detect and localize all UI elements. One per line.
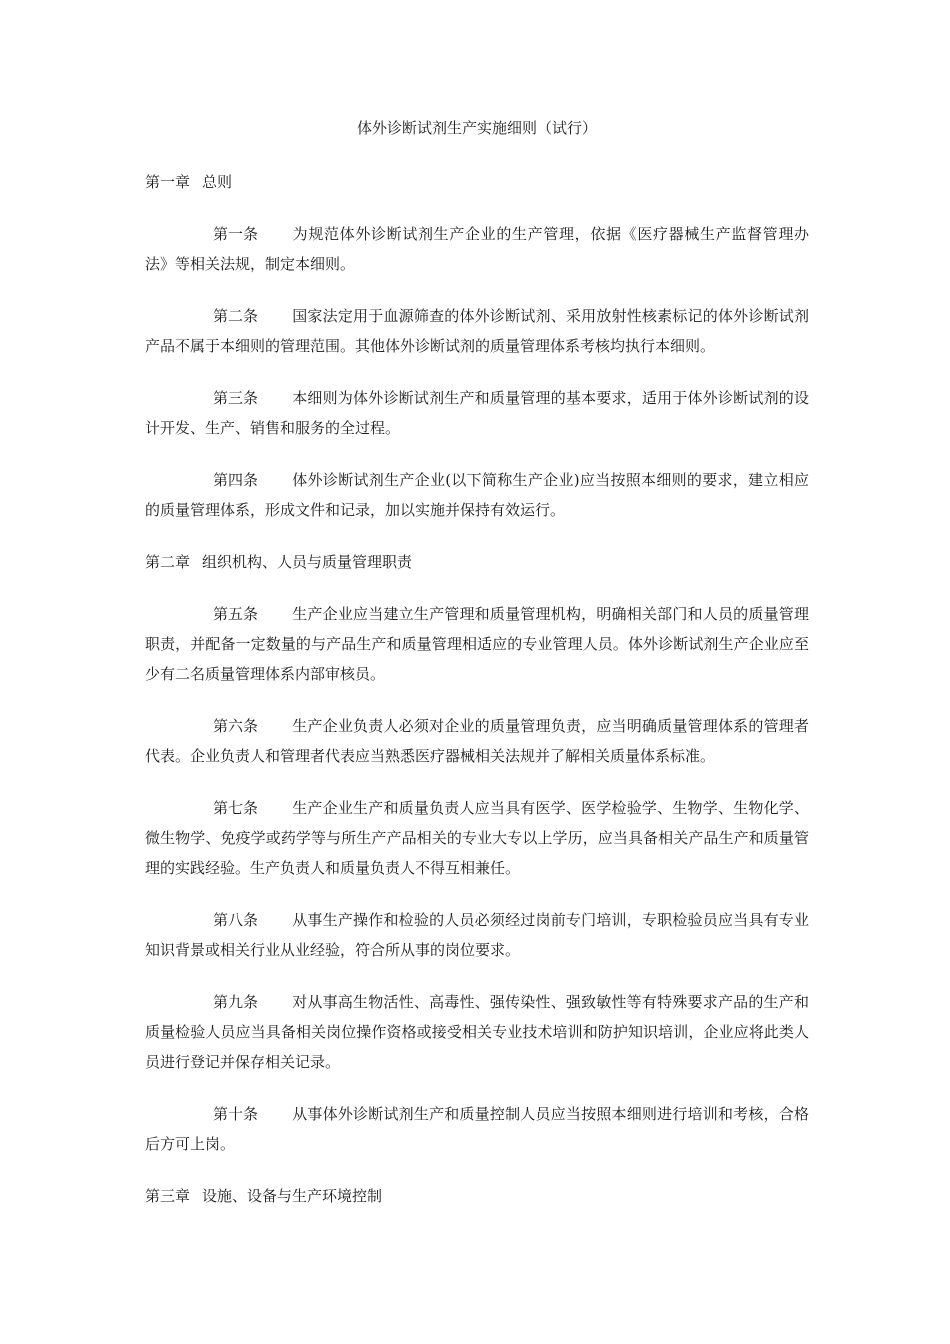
chapter-number: 第一章 (145, 173, 191, 191)
article-number: 第九条 (213, 993, 259, 1011)
article-text: 生产企业应当建立生产管理和质量管理机构，明确相关部门和人员的质量管理职责，并配备一定数量的与产品生产和质量管理相适应的专业管理人员。体外诊断试剂生产企业应至少有二名质量管理体系内部审核员。 (145, 605, 809, 683)
article-text: 生产企业负责人必须对企业的质量管理负责，应当明确质量管理体系的管理者代表。企业负责人和管理者代表应当熟悉医疗器械相关法规并了解相关质量体系标准。 (145, 717, 809, 765)
chapter-title: 组织机构、人员与质量管理职责 (202, 553, 413, 571)
article-paragraph (145, 301, 809, 361)
chapter-title: 设施、设备与生产环境控制 (202, 1187, 383, 1205)
chapter-number: 第三章 (145, 1187, 191, 1205)
chapter-heading (145, 170, 232, 194)
article-paragraph (145, 599, 809, 689)
article-paragraph (145, 711, 809, 771)
article-number: 第七条 (213, 799, 259, 817)
chapter-heading (145, 550, 412, 574)
article-number: 第二条 (213, 307, 259, 325)
article-text: 从事生产操作和检验的人员必须经过岗前专门培训，专职检验员应当具有专业知识背景或相关行业从业经验，符合所从事的岗位要求。 (145, 911, 809, 959)
article-text: 本细则为体外诊断试剂生产和质量管理的基本要求，适用于体外诊断试剂的设计开发、生产、销售和服务的全过程。 (145, 389, 809, 437)
chapter-title: 总则 (202, 173, 233, 191)
article-paragraph (145, 219, 809, 279)
article-number: 第五条 (213, 605, 259, 623)
chapter-heading (145, 1184, 382, 1208)
article-paragraph (145, 987, 809, 1077)
article-paragraph (145, 905, 809, 965)
article-number: 第三条 (213, 389, 259, 407)
chapter-number: 第二章 (145, 553, 191, 571)
document-title: 体外诊断试剂生产实施细则（试行） (356, 119, 597, 137)
article-number: 第四条 (213, 471, 259, 489)
article-paragraph (145, 383, 809, 443)
article-text: 国家法定用于血源筛查的体外诊断试剂、采用放射性核素标记的体外诊断试剂产品不属于本细则的管理范围。其他体外诊断试剂的质量管理体系考核均执行本细则。 (145, 307, 809, 355)
article-paragraph (145, 793, 809, 883)
article-paragraph (145, 465, 809, 525)
article-text: 生产企业生产和质量负责人应当具有医学、医学检验学、生物学、生物化学、微生物学、免疫学或药学等与所生产产品相关的专业大专以上学历，应当具备相关产品生产和质量管理的实践经验。生产负责人和质量负责人不得互相兼任。 (145, 799, 809, 877)
article-number: 第六条 (213, 717, 259, 735)
article-text: 为规范体外诊断试剂生产企业的生产管理，依据《医疗器械生产监督管理办法》等相关法规，制定本细则。 (145, 225, 809, 273)
article-text: 从事体外诊断试剂生产和质量控制人员应当按照本细则进行培训和考核，合格后方可上岗。 (145, 1105, 809, 1153)
article-text: 对从事高生物活性、高毒性、强传染性、强致敏性等有特殊要求产品的生产和质量检验人员应当具备相关岗位操作资格或接受相关专业技术培训和防护知识培训，企业应将此类人员进行登记并保存相关记录。 (145, 993, 809, 1071)
article-number: 第十条 (213, 1105, 259, 1123)
article-text: 体外诊断试剂生产企业(以下简称生产企业)应当按照本细则的要求，建立相应的质量管理体系，形成文件和记录，加以实施并保持有效运行。 (145, 471, 809, 519)
article-paragraph (145, 1099, 809, 1159)
article-number: 第八条 (213, 911, 259, 929)
article-number: 第一条 (213, 225, 259, 243)
